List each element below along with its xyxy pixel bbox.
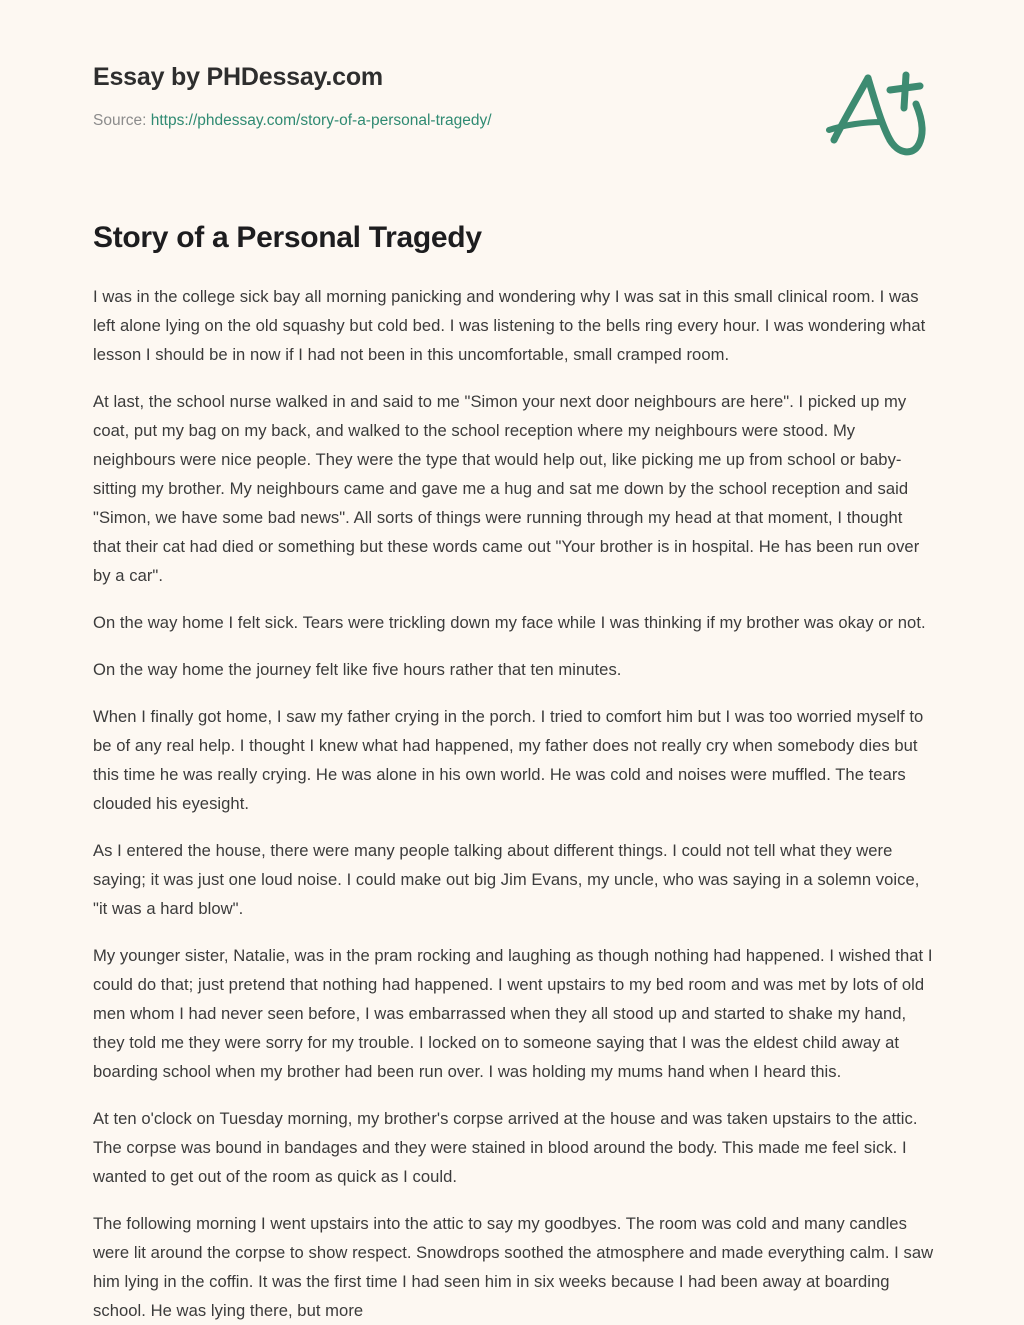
essay-paragraph: At last, the school nurse walked in and said to me "Simon your next door neighbours are here". I picked up my coat, put my bag on my back, and walked to the school reception where my neighbours were stood. My neighbours were nice people. They were the type that would help out, like picking me up from school or baby-sitting my brother. My neighbours came and gave me a hug and sat me down by the school reception and said "Simon, we have some bad news". All sorts of things were running through my head at that moment, I thought that their cat had died or something but these words came out "Your brother is in hospital. He has been run over by a car".	[93, 392, 920, 585]
source-label: Source:	[93, 112, 147, 129]
brand-block	[93, 62, 492, 131]
essay-paragraph: On the way home I felt sick. Tears were trickling down my face while I was thinking if my brother was okay or not.	[93, 613, 926, 632]
essay-body	[93, 282, 934, 1325]
source-line	[93, 111, 492, 131]
page-title: Story of a Personal Tragedy	[93, 221, 482, 254]
essay-paragraph: The following morning I went upstairs into the attic to say my goodbyes. The room was cold and many candles were lit around the corpse to show respect. Snowdrops soothed the atmosphere and made everything calm. I saw him lying in the coffin. It was the first time I had seen him in six weeks because I had been away at boarding school. He was lying there, but more	[93, 1214, 934, 1320]
source-url-link[interactable]: https://phdessay.com/story-of-a-personal-tragedy/	[150, 112, 492, 129]
a-plus-logo-icon	[820, 68, 933, 163]
essay-paragraph: When I finally got home, I saw my father crying in the porch. I tried to comfort him but I was too worried myself to be of any real help. I thought I knew what had happened, my father does not really cry when somebody dies but this time he was really crying. He was alone in his own world. He was cold and noises were muffled. The tears clouded his eyesight.	[93, 707, 924, 813]
brand-title: Essay by PHDessay.com	[93, 63, 383, 91]
essay-paragraph: As I entered the house, there were many people talking about different things. I could not tell what they were saying; it was just one loud noise. I could make out big Jim Evans, my uncle, who was saying in a solemn voice, "it was a hard blow".	[93, 841, 920, 918]
essay-paragraph: At ten o'clock on Tuesday morning, my brother's corpse arrived at the house and was taken upstairs to the attic. The corpse was bound in bandages and they were stained in blood around the body. This made me feel sick. I wanted to get out of the room as quick as I could.	[93, 1109, 918, 1186]
document-header	[93, 62, 933, 172]
essay-paragraph: On the way home the journey felt like five hours rather that ten minutes.	[93, 660, 622, 679]
essay-paragraph: I was in the college sick bay all morning panicking and wondering why I was sat in this small clinical room. I was left alone lying on the old squashy but cold bed. I was listening to the bells ring every hour. I was wondering what lesson I should be in now if I had not been in this uncomfortable, small cramped room.	[93, 287, 926, 364]
essay-paragraph: My younger sister, Natalie, was in the pram rocking and laughing as though nothing had happened. I wished that I could do that; just pretend that nothing had happened. I went upstairs to my bed room and was met by lots of old men whom I had never seen before, I was embarrassed when they all stood up and started to shake my hand, they told me they were sorry for my trouble. I locked on to someone saying that I was the eldest child away at boarding school when my brother had been run over. I was holding my mums hand when I heard this.	[93, 946, 933, 1081]
